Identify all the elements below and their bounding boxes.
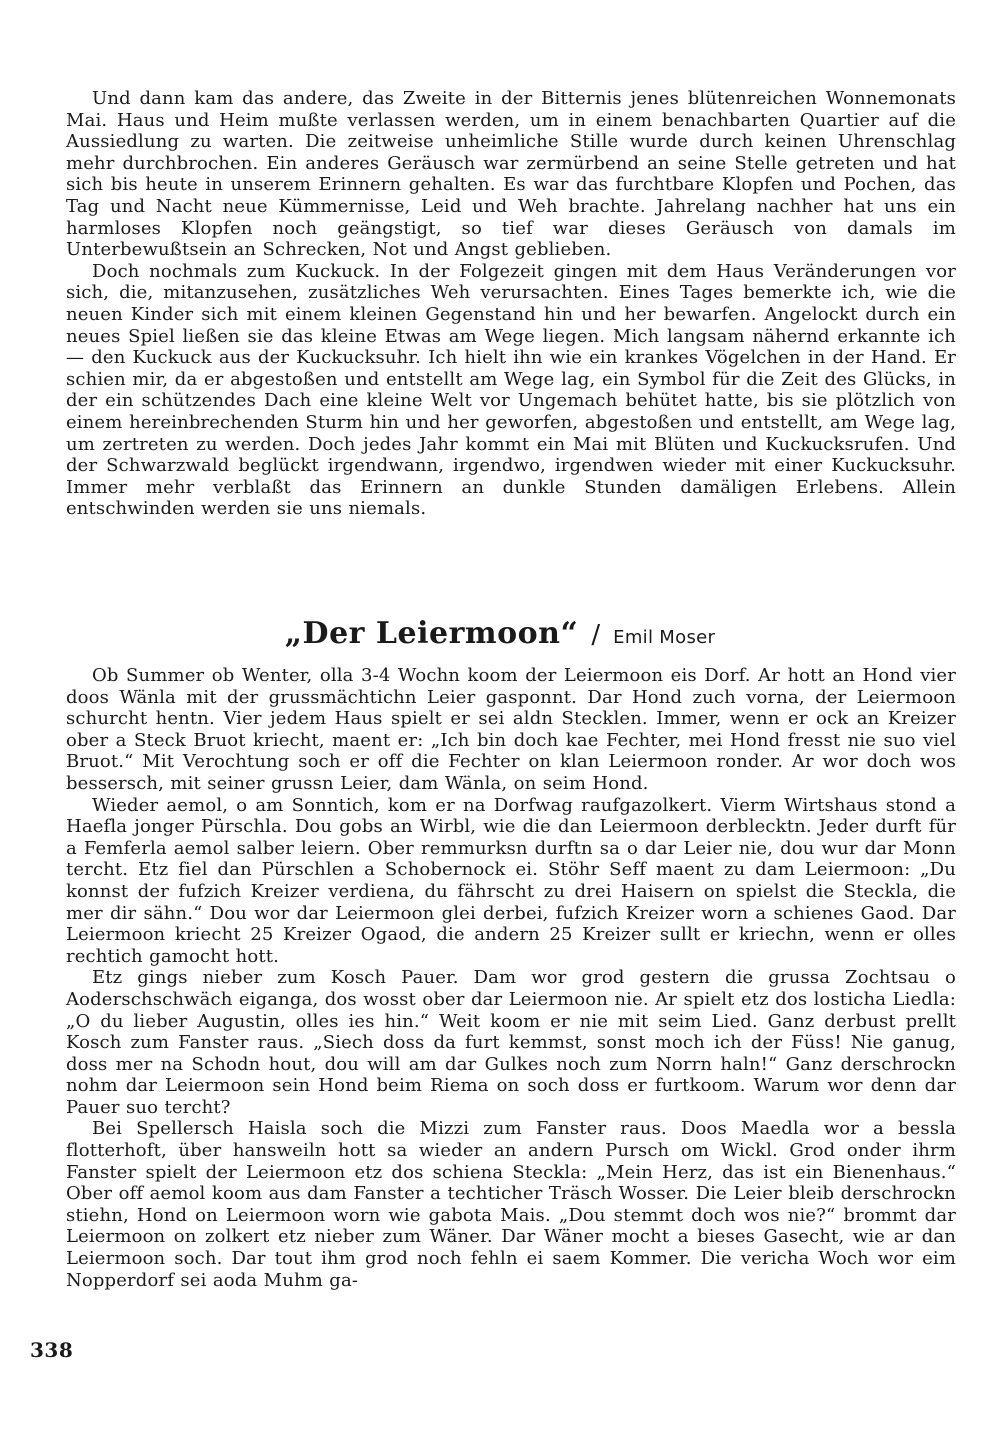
story-title: „Der Leiermoon“ <box>284 616 579 651</box>
section-kuckucksuhr-text <box>66 88 956 520</box>
paragraph-kosch-pauer: Etz gings nieber zum Kosch Pauer. Dam wor grod gestern die grussa Zochtsau o Aoderschschwäch eiganga, dos wosst ober dar Leiermoon nie. Ar spielt etz dos losticha Liedla: „O du lieber Augustin, olles ies hin.“ Weit koom er nie mit seim Lied. Ganz derbust prellt Kosch zum Fanster raus. „Siech doss da furt kemmst, sonst moch ich der Füss! Nie ganug, doss mer na Schodn hout, dou will am dar Gulkes noch zum Norrn haln!“ Ganz derschrockn nohm dar Leiermoon sein Hond beim Riema on soch doss er furtkoom. Warum wor denn dar Pauer suo tercht? <box>66 967 956 1118</box>
story-heading <box>0 616 1000 651</box>
title-author-separator: / <box>591 620 601 650</box>
paragraph-kuckuck: Doch nochmals zum Kuckuck. In der Folgezeit gingen mit dem Haus Veränderungen vor sich, die, mitanzusehen, zusätzliches Weh verursachten. Eines Tages bemerkte ich, wie die neuen Kinder sich mit einem kleinen Gegenstand hin und her bewarfen. Angelockt durch ein neues Spiel ließen sie das kleine Etwas am Wege liegen. Mich langsam nähernd erkannte ich — den Kuckuck aus der Kuckucksuhr. Ich hielt ihn wie ein krankes Vögelchen in der Hand. Er schien mir, da er abgestoßen und entstellt am Wege lag, ein Symbol für die Zeit des Glücks, in der ein schützendes Dach eine kleine Welt vor Ungemach behütet hatte, bis sie plötzlich von einem hereinbrechenden Sturm hin und her geworfen, abgestoßen und entstellt, am Wege lag, um zertreten zu werden. Doch jedes Jahr kommt ein Mai mit Blüten und Kuckucksrufen. Und der Schwarzwald beglückt irgendwann, irgendwo, irgendwen wieder mit einer Kuckucksuhr. Immer mehr verblaßt das Erinnern an dunkle Stunden damäligen Erlebens. Allein entschwinden werden sie uns niemals. <box>66 260 956 520</box>
paragraph-sonntich: Wieder aemol, o am Sonntich, kom er na Dorfwag raufgazolkert. Vierm Wirtshaus stond a Haefla jonger Pürschla. Dou gobs an Wirbl, wie die dan Leiermoon derblecktn. Jeder durft für a Femferla aemol salber leiern. Ober remmurksn durftn sa o dar Leier nie, dou wur dar Monn tercht. Etz fiel dan Pürschlen a Schobernock ei. Stöhr Seff maent zu dam Leiermoon: „Du konnst der fufzich Kreizer verdiena, du fährscht zu drei Haisern on spielst die Steckla, die mer dir sähn.“ Dou wor dar Leiermoon glei derbei, fufzich Kreizer worn a schienes Gaod. Dar Leiermoon kriecht 25 Kreizer Ogaod, die andern 25 Kreizer sullt er kriechn, wenn er olles rechtich gamocht hott. <box>66 794 956 967</box>
paragraph-summer-wenter: Ob Summer ob Wenter, olla 3-4 Wochn koom der Leiermoon eis Dorf. Ar hott an Hond vier doos Wänla mit der grussmächtichn Leier gasponnt. Dar Hond zuch vorna, der Leiermoon schurcht hentn. Vier jedem Haus spielt er sei aldn Stecklen. Immer, wenn er ock an Kreizer ober a Steck Bruot kriecht, maent er: „Ich bin doch kae Fechter, mei Hond fresst nie suo viel Bruot.“ Mit Verochtung soch er off die Fechter on klan Leiermoon ronder. Ar wor doch wos bessersch, mit seiner grussn Leier, dam Wänla, on seim Hond. <box>66 665 956 794</box>
paragraph-bitternis: Und dann kam das andere, das Zweite in der Bitternis jenes blütenreichen Wonnemonats Mai. Haus und Heim mußte verlassen werden, um in einem benachbarten Quartier auf die Aussiedlung zu warten. Die zeitweise unheimliche Stille wurde durch keinen Uhrenschlag mehr durchbrochen. Ein anderes Geräusch war zermürbend an seine Stelle getreten und hat sich bis heute in unserem Erinnern gehalten. Es war das furchtbare Klopfen und Pochen, das Tag und Nacht neue Kümmernisse, Leid und Weh brachte. Jahrelang nachher hat uns ein harmloses Klopfen noch geängstigt, so tief war dieses Geräusch von damals im Unterbewußtsein an Schrecken, Not und Angst geblieben. <box>66 88 956 261</box>
section-leiermoon-text <box>66 665 956 1291</box>
paragraph-spellersch-haisla: Bei Spellersch Haisla soch die Mizzi zum Fanster raus. Doos Maedla wor a bessla flotterhoft, über hansweiln hott sa wieder an andern Pursch om Wickl. Grod onder ihrm Fanster spielt der Leiermoon etz dos schiena Steckla: „Mein Herz, das ist ein Bienenhaus.“ Ober off aemol koom aus dam Fanster a techticher Träsch Wosser. Die Leier bleib derschrockn stiehn, Hond on Leiermoon worn wie gabota Mais. „Dou stemmt doch wos nie?“ brommt dar Leiermoon on zolkert etz nieber zum Wäner. Dar Wäner mocht a bieses Gasecht, wie ar dan Leiermoon soch. Dar tout ihm grod noch fehln ei saem Kommer. Die vericha Woch wor eim Nopperdorf sei aoda Muhm ga- <box>66 1118 956 1291</box>
page-number: 338 <box>30 1338 74 1362</box>
story-author: Emil Moser <box>613 627 716 648</box>
